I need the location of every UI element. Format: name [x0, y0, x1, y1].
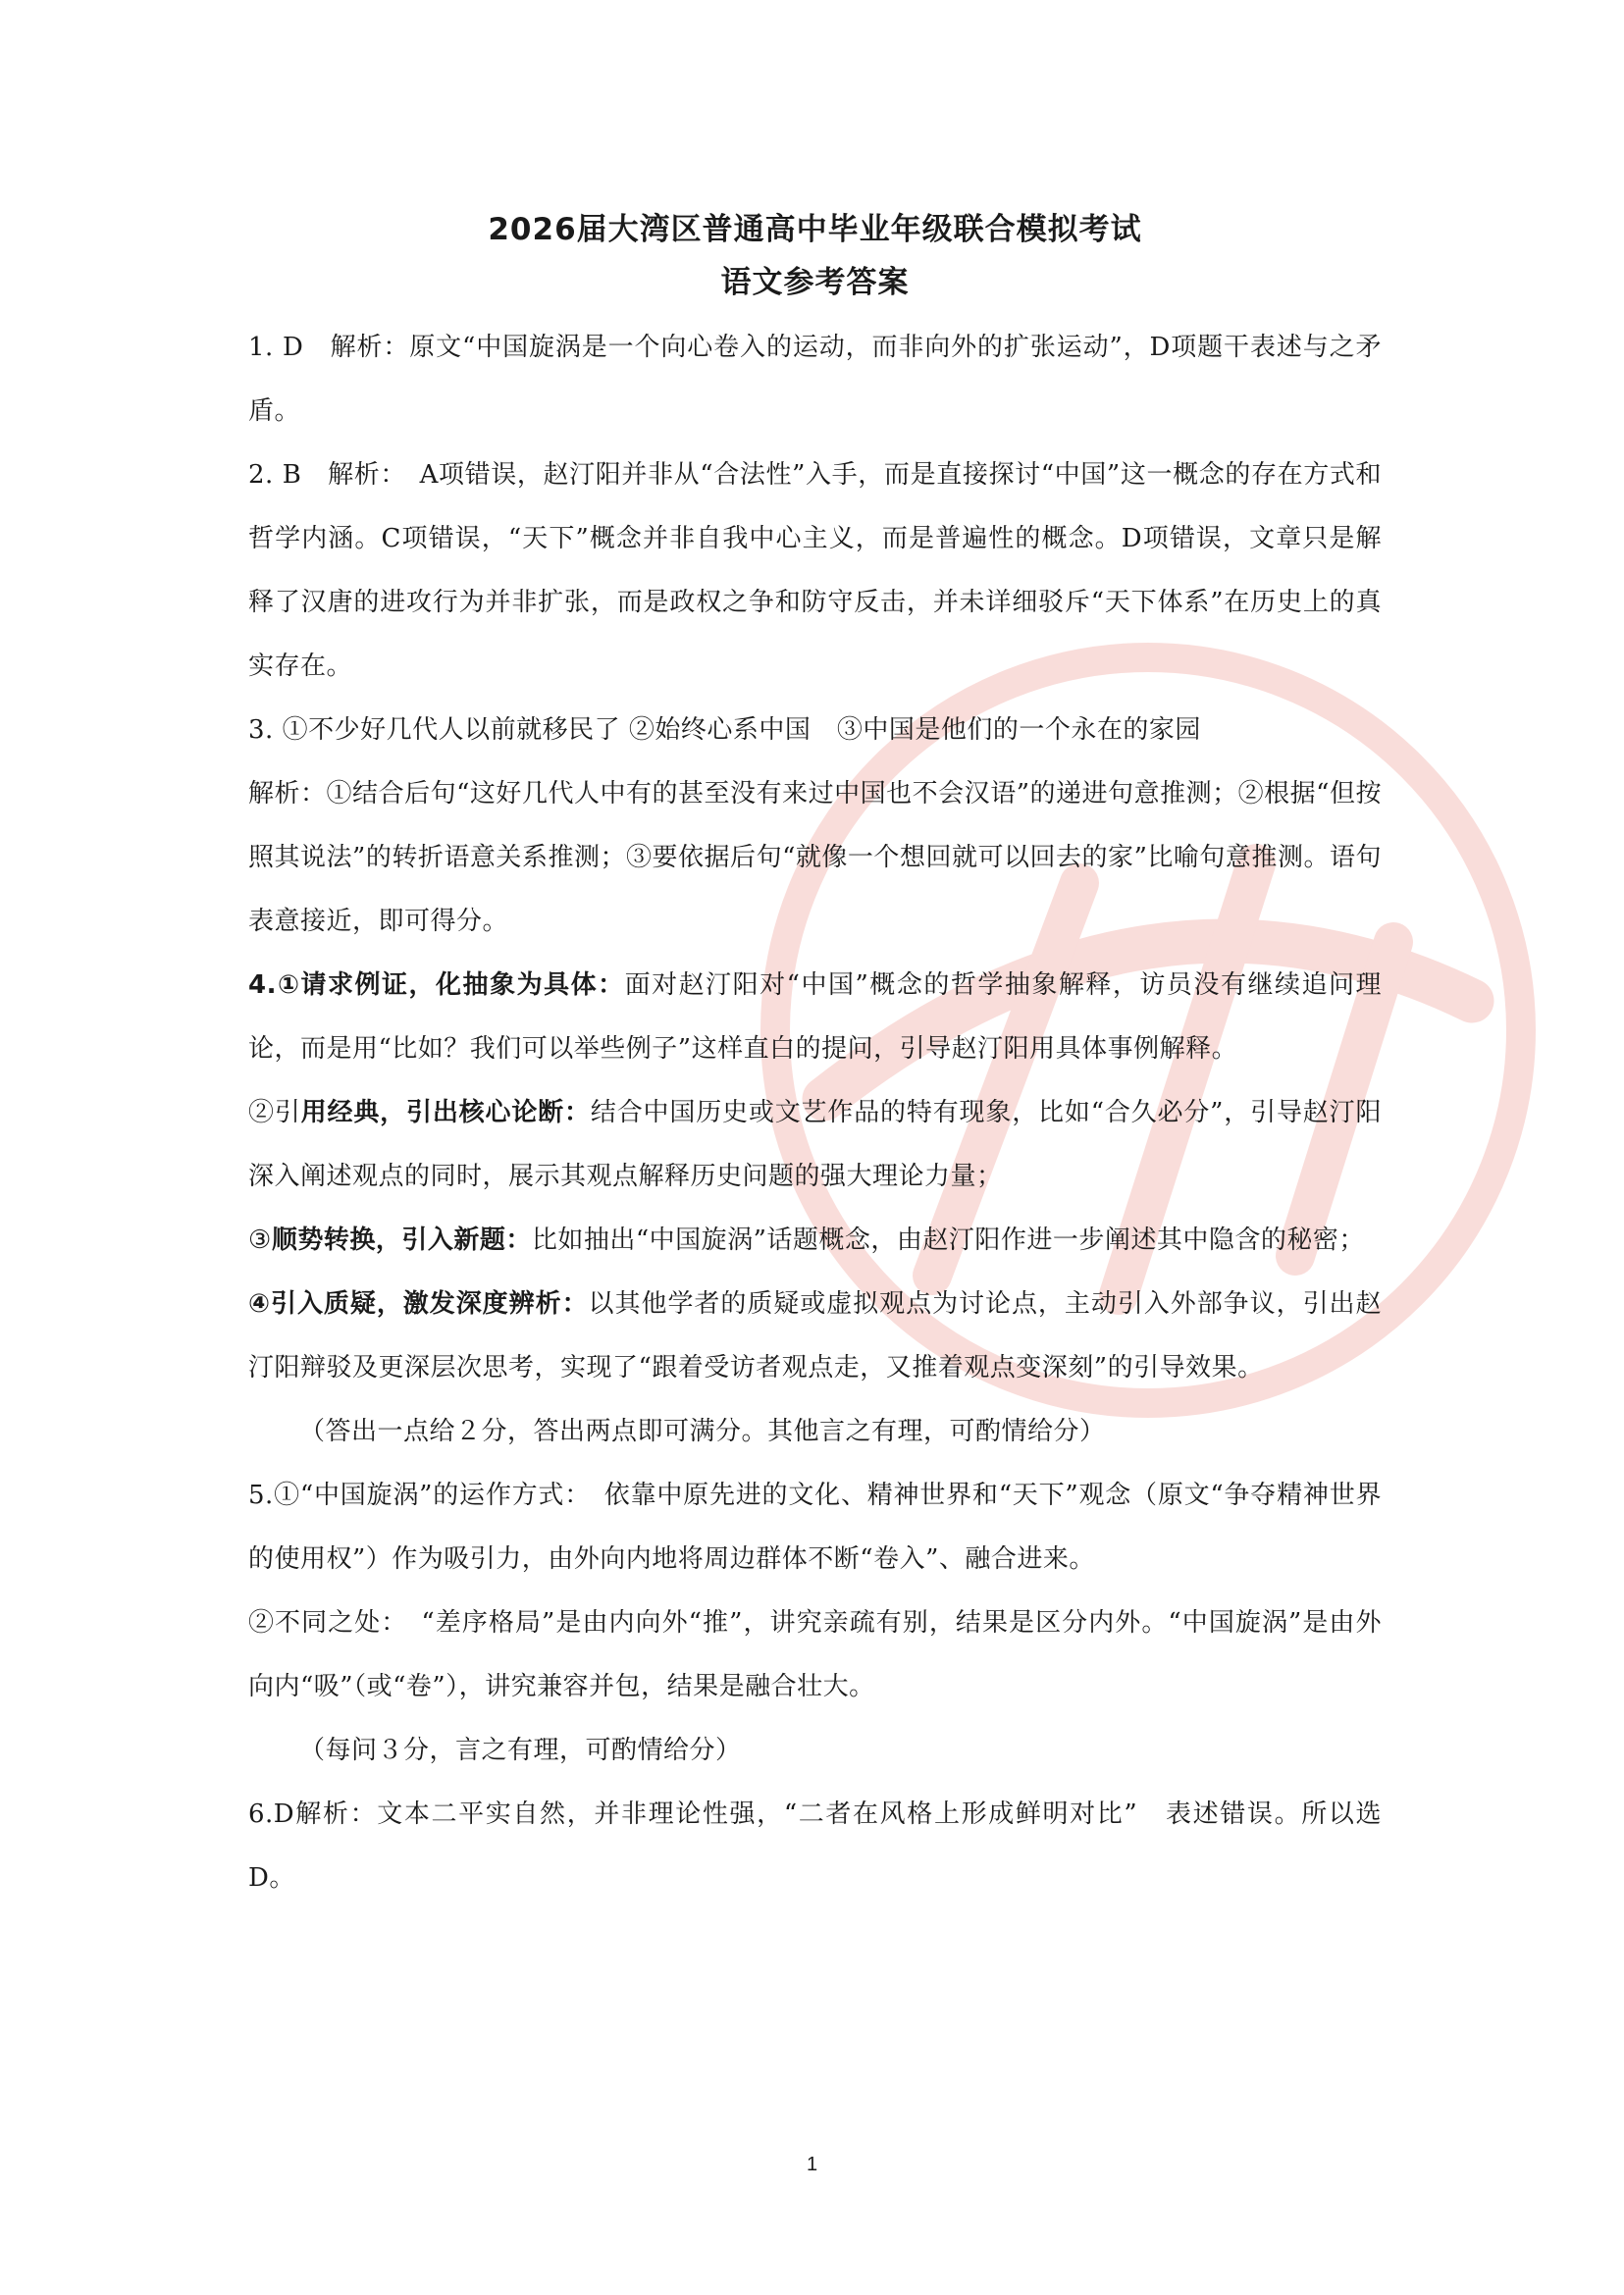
q4-point2-body: 结合中国历史或文艺作品的特有现象，比如“合久必分”，引导赵汀阳深入阐述观点的同时，展示其观点解释历史问题的强大理论力量；: [248, 1098, 1382, 1191]
answer-q4-point3: [248, 1209, 1382, 1273]
answer-q5-part1: 5.①“中国旋涡”的运作方式： 依靠中原先进的文化、精神世界和“天下”观念（原文“争夺精神世界的使用权”）作为吸引力，由外向内地将周边群体不断“卷入”、融合进来。: [248, 1481, 1382, 1574]
answer-q4-point4: [248, 1273, 1382, 1400]
q4-point2-number: ②引: [248, 1098, 301, 1127]
q4-point1-body: 面对赵汀阳对“中国”概念的哲学抽象解释，访员没有继续追问理论，而是用“比如？我们可以举些例子”这样直白的提问，引导赵汀阳用具体事例解释。: [248, 970, 1382, 1064]
document-subtitle: 语文参考答案: [720, 265, 910, 300]
q4-point3-body: 比如抽出“中国旋涡”话题概念，由赵汀阳作进一步阐述其中隐含的秘密；: [531, 1226, 1365, 1255]
q4-point3-heading: 顺势转换，引入新题：: [271, 1226, 532, 1255]
q4-point2-heading: 用经典，引出核心论断：: [300, 1098, 591, 1127]
answer-q4-point2: [248, 1081, 1382, 1209]
answer-q5-part2: ②不同之处： “差序格局”是由内向外“推”，讲究亲疏有别，结果是区分内外。“中国旋涡”是由外向内“吸”（或“卷”），讲究兼容并包，结果是融合壮大。: [248, 1608, 1382, 1701]
answer-q4-point1: [248, 954, 1382, 1081]
answer-q4-scoring: （答出一点给２分，答出两点即可满分。其他言之有理，可酌情给分）: [299, 1417, 1106, 1446]
answer-q5-scoring: （每问３分，言之有理，可酌情给分）: [299, 1736, 742, 1765]
answer-document: [248, 206, 1382, 1910]
answer-q2: 2. B 解析： A项错误，赵汀阳并非从“合法性”入手，而是直接探讨“中国”这一概念的存在方式和哲学内涵。C项错误，“天下”概念并非自我中心主义，而是普遍性的概念。D项错误，文章只是解释了汉唐的进攻行为并非扩张，而是政权之争和防守反击，并未详细驳斥“天下体系”在历史上的真实存在。: [248, 460, 1382, 681]
answer-q1: 1. D 解析：原文“中国旋涡是一个向心卷入的运动，而非向外的扩张运动”，D项题干表述与之矛盾。: [248, 333, 1382, 426]
page-number: 1: [806, 2154, 818, 2175]
q4-point4-heading: ④引入质疑，激发深度辨析：: [248, 1289, 589, 1319]
q4-point3-number: ③: [248, 1226, 272, 1255]
q4-point1-heading: 4.①请求例证，化抽象为具体：: [248, 970, 625, 1000]
answer-q3-analysis: 解析：①结合后句“这好几代人中有的甚至没有来过中国也不会汉语”的递进句意推测；②根据“但按照其说法”的转折语意关系推测；③要依据后句“就像一个想回就可以回去的家”比喻句意推测。语句表意接近，即可得分。: [248, 779, 1382, 936]
q4-point4-body: 以其他学者的质疑或虚拟观点为讨论点，主动引入外部争议，引出赵汀阳辩驳及更深层次思考，实现了“跟着受访者观点走，又推着观点变深刻”的引导效果。: [248, 1289, 1382, 1382]
document-title: 2026届大湾区普通高中毕业年级联合模拟考试: [488, 212, 1142, 247]
answer-q3: 3. ①不少好几代人以前就移民了 ②始终心系中国 ③中国是他们的一个永在的家园: [248, 715, 1201, 745]
answer-q6: 6.D解析：文本二平实自然，并非理论性强，“二者在风格上形成鲜明对比” 表述错误。所以选D。: [248, 1799, 1382, 1893]
